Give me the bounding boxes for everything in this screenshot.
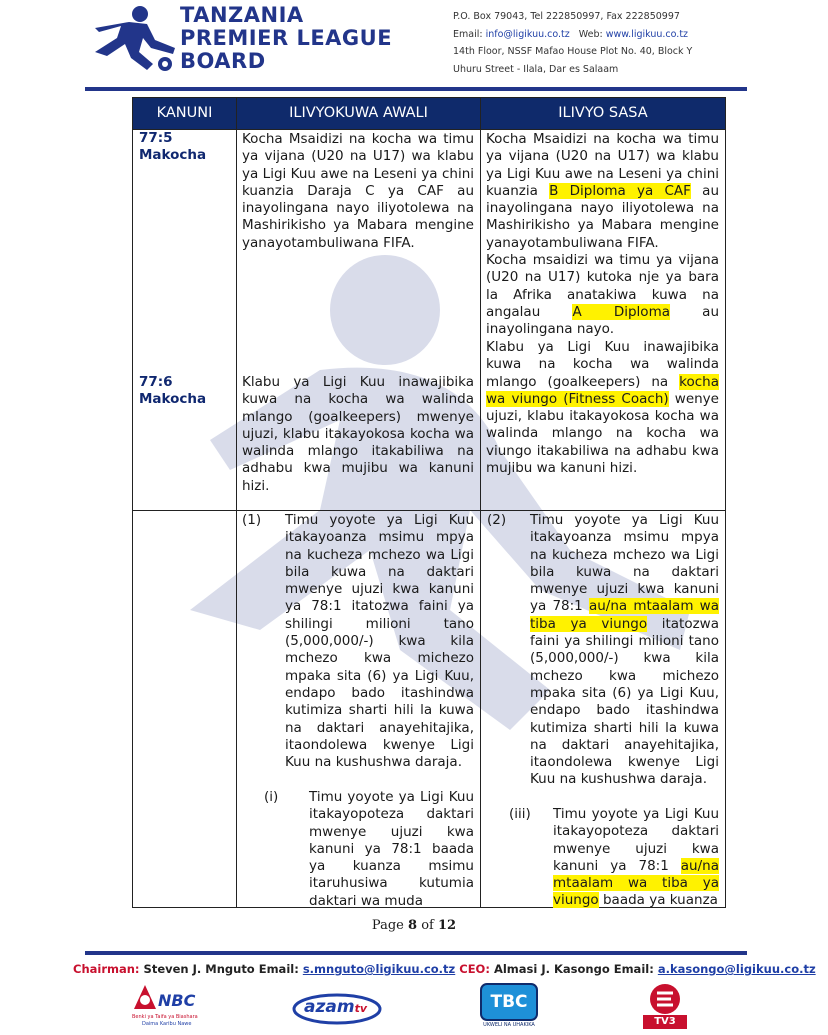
text-run: au inayolingana nayo.	[486, 303, 720, 338]
contact-line: P.O. Box 79043, Tel 222850997, Fax 222850997	[453, 11, 680, 22]
rule-title: Makocha	[139, 391, 207, 408]
new-text-77-6	[486, 339, 719, 477]
old-paragraph: Kocha Msaidizi na kocha wa timu ya vijana (U20 na U17) wa klabu ya Ligi Kuu awe na Leseni ya chini kuanzia Daraja C ya CAF au inayolingana nayo iliyotolewa na Mashirikisho ya Mabara mengine yanayotambuliwana FIFA.	[242, 131, 474, 251]
rules-comparison-table	[132, 97, 726, 908]
text-run: au inayolingana nayo iliyotolewa na Mashirikisho ya Mabara mengine yanayotambuliwana FIFA.	[486, 182, 719, 251]
sponsor-tv3-logo	[643, 983, 687, 1029]
page-number	[0, 918, 828, 933]
list-number: (i)	[264, 789, 279, 805]
page-current: 8	[408, 918, 418, 933]
email-link[interactable]: info@ligikuu.co.tz	[485, 28, 570, 40]
new-subtext-78	[553, 806, 719, 910]
tv3-wordmark: TV3	[643, 1015, 687, 1029]
ceo-label: CEO:	[459, 962, 490, 976]
text-run: Klabu ya Ligi Kuu inawajibika kuwa na kocha wa walinda mlango (goalkeepers) na	[486, 339, 719, 390]
new-paragraph	[486, 131, 719, 252]
highlight-change: A Diploma	[572, 303, 670, 320]
azam-tv-mark: tv	[354, 1002, 367, 1015]
text-run: itatozwa faini ya shilingi milioni tano (5,000,000/-) kwa kila mchezo kwa michezo mpaka sita (6) ya Ligi Kuu, endapo bado itashindwa kutimiza sharti hili la kuwa na daktari anayehitajika, itaondolewa kwenye Ligi Kuu na kushushwa daraja.	[530, 615, 719, 788]
text-run: Kocha Msaidizi na kocha wa timu ya vijana (U20 na U17) wa klabu ya Ligi Kuu awe na Leseni ya chini kuanzia	[486, 131, 719, 199]
chairman-email-link[interactable]: s.mnguto@ligikuu.co.tz	[302, 962, 456, 976]
officials-line	[73, 962, 816, 976]
ceo-email-link[interactable]: a.kasongo@ligikuu.co.tz	[657, 962, 816, 976]
list-number: (1)	[242, 512, 262, 528]
rule-number: 77:5	[139, 130, 173, 146]
text-run: wenye ujuzi, klabu itakayokosa kocha wa walinda mlango na kocha wa viungo itakabiliwa na adhabu kwa mujibu wa kanuni hizi.	[486, 390, 719, 477]
nbc-emblem-icon	[132, 983, 158, 1011]
brand-line: BOARD	[180, 49, 266, 73]
nbc-tagline: Benki ya Taifa ya Biashara	[132, 1014, 198, 1020]
azam-wordmark: azam	[304, 997, 355, 1017]
list-number: (2)	[487, 512, 507, 528]
email-label: Email:	[453, 28, 483, 40]
old-text-78: Timu yoyote ya Ligi Kuu itakayoanza msimu mpya na kucheza mchezo wa Ligi bila kuwa na daktari mwenye ujuzi kwa kanuni ya 78:1 itatozwa faini ya shilingi milioni tano (5,000,000/-) kwa kila mchezo kwa michezo mpaka sita (6) ya Ligi Kuu, endapo bado itashindwa kutimiza sharti hili la kuwa na daktari anayehitajika, itaondolewa kwenye Ligi Kuu na kushushwa daraja.	[285, 512, 474, 771]
highlight-change: au/na mtaalam wa tiba ya viungo	[553, 857, 719, 909]
brand-line: TANZANIA	[180, 3, 304, 27]
rule-title: Makocha	[139, 147, 207, 164]
chairman-name: Steven J. Mnguto Email:	[143, 962, 299, 976]
highlight-change: B Diploma ya CAF	[549, 182, 691, 199]
text-run: Timu yoyote ya Ligi Kuu itakayopoteza daktari mwenye ujuzi kwa kanuni ya 78:1	[553, 806, 719, 874]
column-header-kanuni: KANUNI	[133, 98, 236, 129]
text-run: Kocha msaidizi wa timu ya vijana (U20 na U17) kutoka nje ya bara la Afrika anatakiwa kuwa na angalau	[486, 252, 719, 320]
list-number: (iii)	[509, 806, 531, 822]
new-paragraph	[486, 339, 719, 477]
highlight-change: kocha wa viungo (Fitness Coach)	[486, 373, 719, 407]
column-divider	[480, 98, 481, 907]
contact-line: 14th Floor, NSSF Mafao House Plot No. 40, Block Y	[453, 46, 693, 57]
page-of: of	[421, 918, 434, 933]
highlight-change: au/na mtaalam wa tiba ya viungo	[530, 598, 719, 632]
old-text-77-5	[242, 131, 474, 252]
old-subtext-78: Timu yoyote ya Ligi Kuu itakayopoteza daktari mwenye ujuzi kwa kanuni ya 78:1 baada ya kuanza msimu itaruhusiwa kutumia daktari wa muda	[309, 789, 474, 909]
column-header-old: ILIVYOKUWA AWALI	[237, 98, 480, 129]
rule-number: 77:6	[139, 374, 173, 390]
ceo-name: Almasi J. Kasongo Email:	[493, 962, 654, 976]
page-label: Page	[371, 918, 404, 933]
text-run: Timu yoyote ya Ligi Kuu itakayoanza msimu mpya na kucheza mchezo wa Ligi bila kuwa na daktari mwenye ujuzi kwa kanuni ya 78:1	[530, 512, 719, 615]
web-label: Web:	[578, 28, 603, 40]
new-text-77-5	[486, 131, 719, 339]
sponsor-tbc-logo	[478, 983, 540, 1029]
contact-line: Uhuru Street - Ilala, Dar es Salaam	[453, 63, 619, 75]
contact-line	[453, 26, 692, 44]
column-header-new: ILIVYO SASA	[481, 98, 725, 129]
contact-block	[453, 8, 692, 78]
brand-line: PREMIER LEAGUE	[180, 26, 393, 50]
new-paragraph	[486, 252, 719, 338]
rule-label-77-6	[139, 374, 231, 409]
sponsor-azam-logo	[292, 983, 382, 1029]
tbc-wordmark: TBC	[490, 992, 528, 1012]
sponsor-nbc-logo	[130, 983, 210, 1029]
rule-label-77-5	[139, 130, 231, 165]
tv3-emblem-icon	[645, 983, 685, 1015]
tbc-tagline: UKWELI NA UHAKIKA	[483, 1022, 535, 1028]
brand-name	[180, 4, 392, 73]
old-text-77-6	[242, 374, 474, 495]
column-divider	[236, 98, 237, 907]
page-total: 12	[437, 918, 457, 933]
footer-rule	[85, 951, 747, 955]
text-run: baada ya kuanza	[598, 892, 718, 909]
row-divider	[133, 510, 725, 511]
new-text-78	[530, 512, 719, 789]
web-link[interactable]: www.ligikuu.co.tz	[605, 28, 689, 40]
nbc-tagline: Daima Karibu Nawe	[142, 1021, 192, 1027]
tplb-logo-player-icon	[85, 4, 180, 78]
header-rule	[85, 87, 747, 91]
old-paragraph: Klabu ya Ligi Kuu inawajibika kuwa na kocha wa walinda mlango (goalkeepers) mwenye ujuzi, klabu itakayokosa kocha wa walinda mlango itakabiliwa na adhabu kwa mujibu wa kanuni hizi.	[242, 374, 474, 494]
chairman-label: Chairman:	[73, 962, 140, 976]
nbc-wordmark: NBC	[158, 991, 196, 1010]
